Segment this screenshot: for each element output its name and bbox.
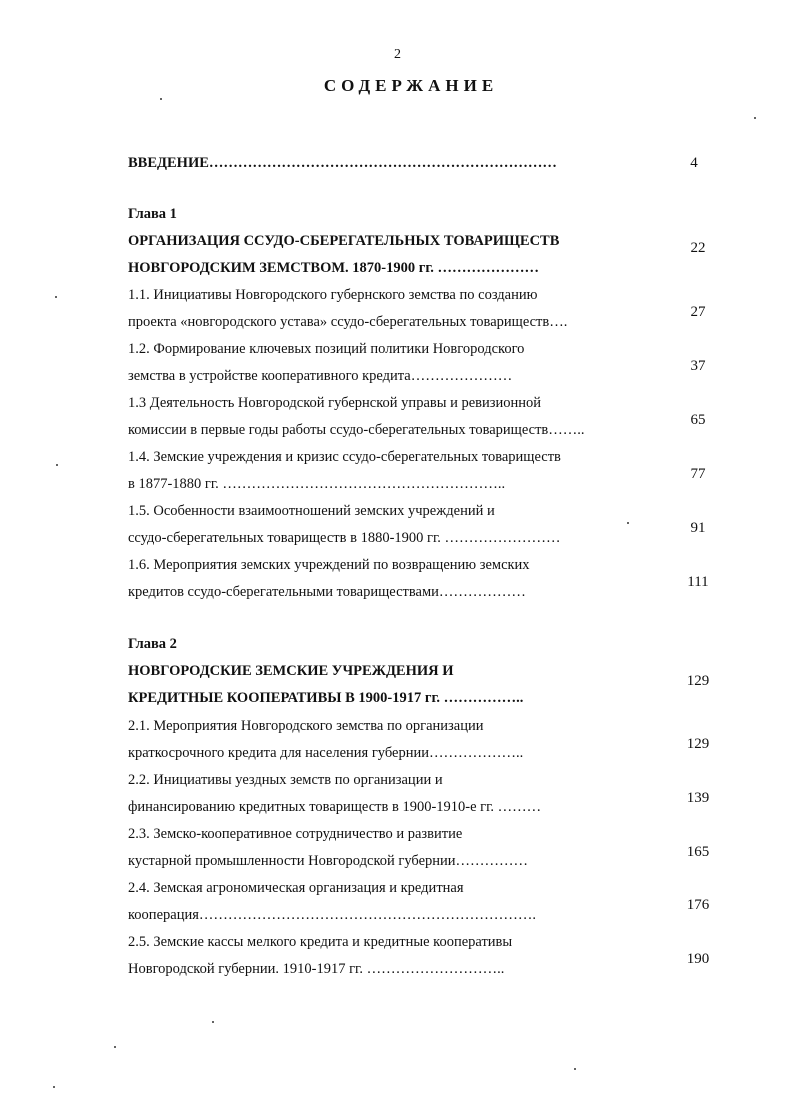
chapter1-title-line2: НОВГОРОДСКИМ ЗЕМСТВОМ. 1870-1900 гг. ………………… (128, 260, 540, 276)
toc-entry-1-3-line1: 1.3 Деятельность Новгородской губернской управы и ревизионной (128, 395, 542, 411)
toc-entry-2-1-line2: краткосрочного кредита для населения губернии……………….. (128, 745, 524, 761)
chapter2-title-line1: НОВГОРОДСКИЕ ЗЕМСКИЕ УЧРЕЖДЕНИЯ И (128, 663, 454, 679)
toc-entry-2-4-line2: кооперация……………………………………………………………. (128, 907, 537, 923)
chapter1-label: Глава 1 (128, 206, 177, 222)
toc-entry-1-2-line1: 1.2. Формирование ключевых позиций политики Новгородского (128, 341, 525, 357)
toc-entry-1-1-line1: 1.1. Инициативы Новгородского губернского земства по созданию (128, 287, 538, 303)
toc-entry-2-2-page: 139 (686, 790, 710, 806)
toc-entry-1-3-page: 65 (690, 412, 706, 428)
toc-entry-2-5-line1: 2.5. Земские кассы мелкого кредита и кредитные кооперативы (128, 934, 513, 950)
chapter2-title-line2: КРЕДИТНЫЕ КООПЕРАТИВЫ В 1900-1917 гг. …………….. (128, 690, 524, 706)
toc-entry-1-4-line2: в 1877-1880 гг. ………………………………………………….. (128, 476, 506, 492)
chapter1-title-line1: ОРГАНИЗАЦИЯ ССУДО-СБЕРЕГАТЕЛЬНЫХ ТОВАРИЩЕСТВ (128, 233, 560, 249)
toc-entry-2-4-line1: 2.4. Земская агрономическая организация и кредитная (128, 880, 464, 896)
toc-entry-1-6-line1: 1.6. Мероприятия земских учреждений по возвращению земских (128, 557, 530, 573)
page-number: 2 (394, 47, 401, 62)
toc-entry-2-2-line2: финансированию кредитных товариществ в 1900-1910-е гг. ……… (128, 799, 542, 815)
scan-speck (56, 464, 58, 466)
toc-entry-1-2-line2: земства в устройстве кооперативного кредита………………… (128, 368, 513, 384)
scan-speck (114, 1046, 116, 1048)
toc-entry-2-1-page: 129 (686, 736, 710, 752)
toc-entry-1-4-line1: 1.4. Земские учреждения и кризис ссудо-сберегательных товариществ (128, 449, 561, 465)
toc-entry-2-4-page: 176 (686, 897, 710, 913)
toc-entry-1-5-line1: 1.5. Особенности взаимоотношений земских учреждений и (128, 503, 495, 519)
toc-entry-1-3-line2: комиссии в первые годы работы ссудо-сберегательных товариществ…….. (128, 422, 585, 438)
scan-speck (160, 98, 162, 100)
toc-entry-2-3-page: 165 (686, 844, 710, 860)
toc-entry-1-1-line2: проекта «новгородского устава» ссудо-сберегательных товариществ…. (128, 314, 568, 330)
toc-entry-2-1-line1: 2.1. Мероприятия Новгородского земства по организации (128, 718, 484, 734)
toc-entry-2-5-line2: Новгородской губернии. 1910-1917 гг. ……………………….. (128, 961, 505, 977)
toc-entry-1-5-page: 91 (690, 520, 706, 536)
chapter2-label: Глава 2 (128, 636, 177, 652)
toc-entry-2-3-line1: 2.3. Земско-кооперативное сотрудничество и развитие (128, 826, 463, 842)
toc-entry-2-5-page: 190 (686, 951, 710, 967)
scan-speck (627, 522, 629, 524)
scan-speck (574, 1068, 576, 1070)
intro-entry: ВВЕДЕНИЕ……………………………………………………………… (128, 155, 557, 171)
toc-entry-1-5-line2: ссудо-сберегательных товариществ в 1880-1900 гг. …………………… (128, 530, 561, 546)
toc-entry-2-2-line1: 2.2. Инициативы уездных земств по организации и (128, 772, 443, 788)
scan-speck (55, 296, 57, 298)
toc-entry-1-4-page: 77 (690, 466, 706, 482)
toc-entry-1-2-page: 37 (690, 358, 706, 374)
page-title: СОДЕРЖАНИЕ (323, 76, 499, 95)
toc-entry-1-6-line2: кредитов ссудо-сберегательными товариществами……………… (128, 584, 526, 600)
toc-entry-2-3-line2: кустарной промышленности Новгородской губернии…………… (128, 853, 529, 869)
scan-speck (754, 117, 756, 119)
toc-entry-1-1-page: 27 (690, 304, 706, 320)
scan-speck (53, 1086, 55, 1088)
scan-speck (212, 1021, 214, 1023)
toc-entry-1-6-page: 111 (687, 574, 709, 590)
chapter1-page: 22 (690, 240, 706, 256)
intro-page: 4 (690, 155, 698, 171)
chapter2-page: 129 (686, 673, 710, 689)
